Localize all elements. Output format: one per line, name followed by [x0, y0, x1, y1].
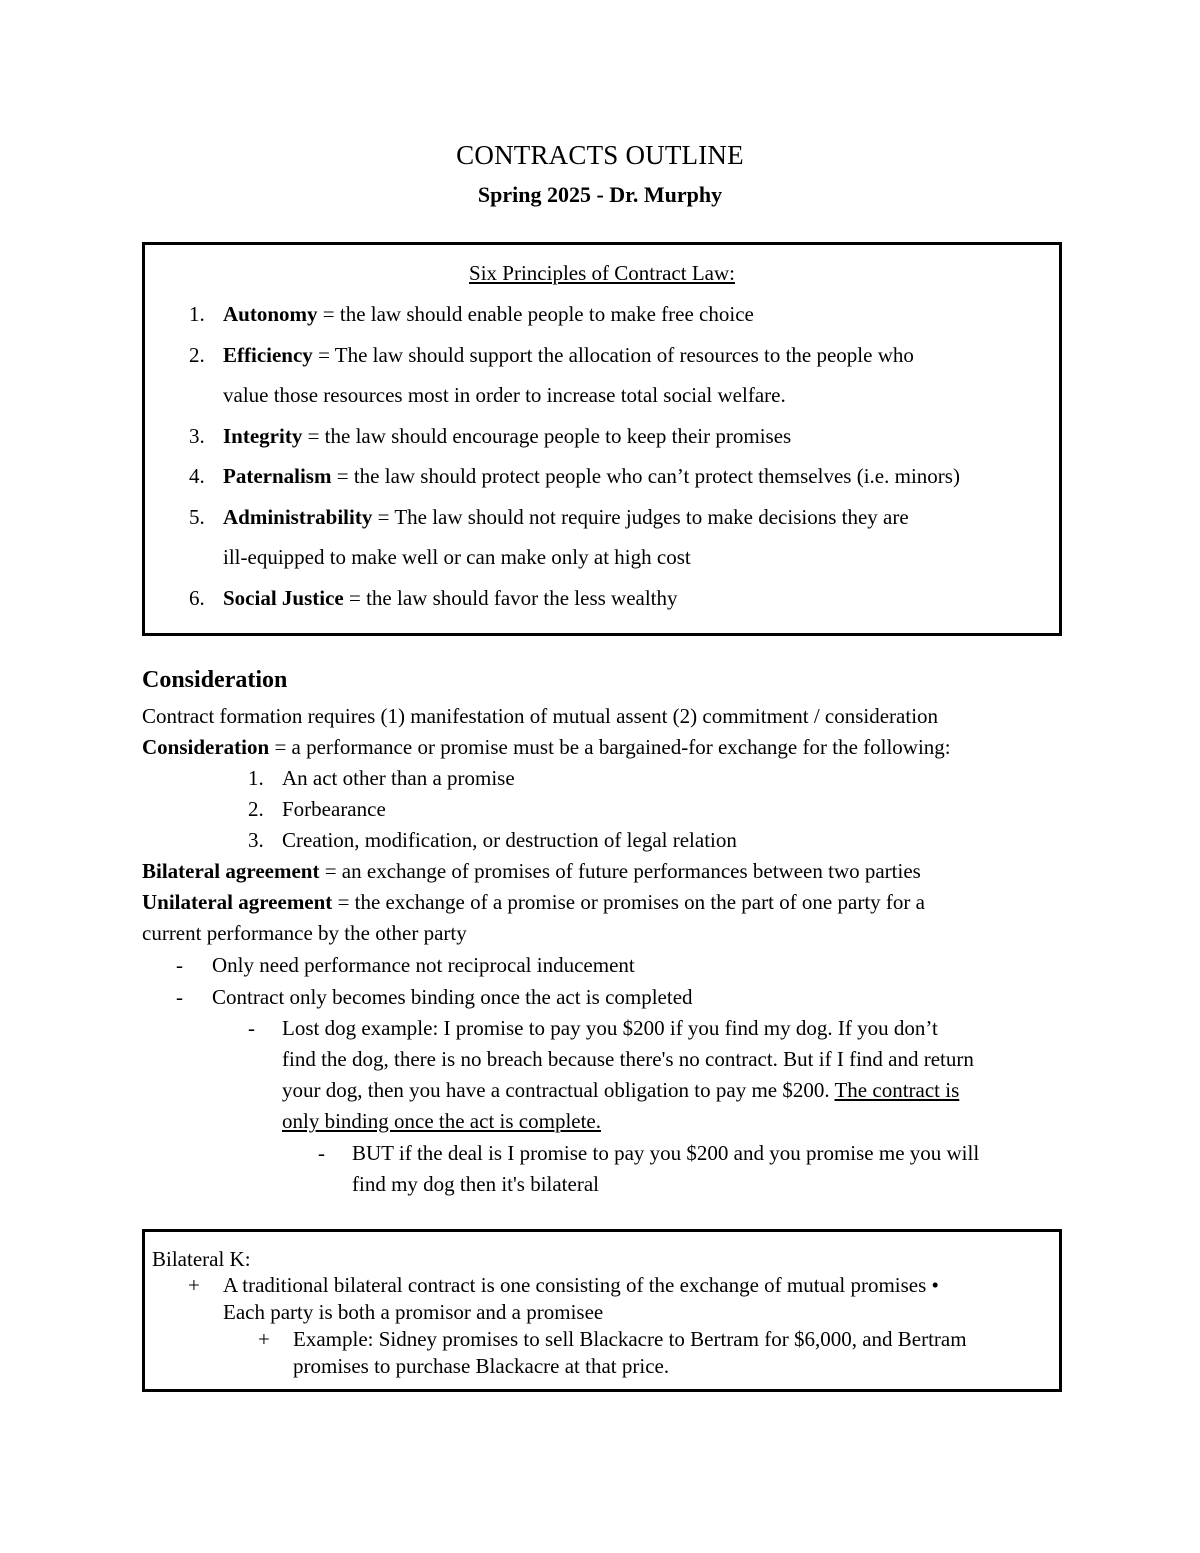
principle-text: ill-equipped to make well or can make only at high cost [223, 545, 691, 569]
bilateral-box-example: promises to purchase Blackacre at that price. [293, 1354, 670, 1378]
principle-number: 6. [189, 586, 205, 610]
document-title: CONTRACTS OUTLINE [456, 140, 744, 170]
principle-text: = The law should not require judges to make decisions they are [372, 505, 909, 529]
principles-heading: Six Principles of Contract Law: [469, 261, 735, 285]
principle-text: = the law should encourage people to keep their promises [302, 424, 792, 448]
definition-term: Unilateral agreement [142, 890, 333, 914]
unilateral-continuation: current performance by the other party [142, 921, 467, 945]
list-number: 3. [248, 828, 264, 852]
bilateral-box [142, 1229, 1062, 1392]
sub-example-line: find my dog then it's bilateral [352, 1172, 599, 1196]
principle-term: Autonomy [223, 302, 318, 326]
principle-term: Paternalism [223, 464, 332, 488]
list-item: Creation, modification, or destruction of legal relation [282, 828, 737, 852]
principle-term: Integrity [223, 424, 303, 448]
example-underlined: The contract is [834, 1078, 960, 1102]
document-subtitle: Spring 2025 - Dr. Murphy [477, 182, 723, 207]
example-line: Lost dog example: I promise to pay you $200 if you find my dog. If you don’t [282, 1016, 938, 1040]
principle-term: Administrability [223, 505, 373, 529]
list-item: An act other than a promise [282, 766, 515, 790]
principle-number: 3. [189, 424, 205, 448]
list-item: Forbearance [282, 797, 386, 821]
principle-number: 1. [189, 302, 205, 326]
principle-text: = the law should favor the less wealthy [343, 586, 678, 610]
bilateral-box-item: Each party is both a promisor and a promisee [223, 1300, 604, 1324]
example-text: your dog, then you have a contractual obligation to pay me $200. [282, 1078, 835, 1102]
formation-line: Contract formation requires (1) manifestation of mutual assent (2) commitment / consideration [142, 704, 939, 728]
list-number: 2. [248, 797, 264, 821]
principle-text: = the law should protect people who can’t protect themselves (i.e. minors) [331, 464, 960, 488]
principle-number: 4. [189, 464, 205, 488]
principle-term: Social Justice [223, 586, 344, 610]
definition-term: Consideration [142, 735, 270, 759]
definition-term: Bilateral agreement [142, 859, 320, 883]
bilateral-definition [142, 858, 921, 884]
bullet-item: Contract only becomes binding once the act is completed [212, 985, 693, 1009]
principle-text: = The law should support the allocation of resources to the people who [312, 343, 914, 367]
example-line: find the dog, there is no breach because there's no contract. But if I find and return [282, 1047, 974, 1071]
example-line [282, 1077, 959, 1103]
principle-term: Efficiency [223, 343, 313, 367]
example-underlined: only binding once the act is complete. [282, 1109, 601, 1133]
consideration-heading: Consideration [142, 667, 288, 693]
definition-text: = the exchange of a promise or promises on the part of one party for a [332, 890, 925, 914]
principle-text: = the law should enable people to make free choice [317, 302, 754, 326]
dash-bullet: - [248, 1016, 255, 1040]
dash-bullet: - [176, 985, 183, 1009]
bilateral-box-heading: Bilateral K: [152, 1247, 251, 1271]
principle-number: 2. [189, 343, 205, 367]
dash-bullet: - [318, 1141, 325, 1165]
principles-box [142, 242, 1062, 636]
unilateral-definition [142, 889, 925, 915]
sub-example-line: BUT if the deal is I promise to pay you $200 and you promise me you will [352, 1141, 980, 1165]
bilateral-box-item: A traditional bilateral contract is one consisting of the exchange of mutual promises • [223, 1273, 939, 1297]
definition-text: = a performance or promise must be a bargained-for exchange for the following: [269, 735, 951, 759]
plus-bullet: + [258, 1327, 270, 1351]
bilateral-box-example: Example: Sidney promises to sell Blackacre to Bertram for $6,000, and Bertram [293, 1327, 967, 1351]
plus-bullet: + [188, 1273, 200, 1297]
bullet-item: Only need performance not reciprocal inducement [212, 953, 635, 977]
example-line [282, 1108, 601, 1134]
principle-number: 5. [189, 505, 205, 529]
dash-bullet: - [176, 953, 183, 977]
definition-text: = an exchange of promises of future performances between two parties [319, 859, 921, 883]
consideration-definition [142, 734, 951, 760]
list-number: 1. [248, 766, 264, 790]
principle-text: value those resources most in order to increase total social welfare. [223, 383, 786, 407]
